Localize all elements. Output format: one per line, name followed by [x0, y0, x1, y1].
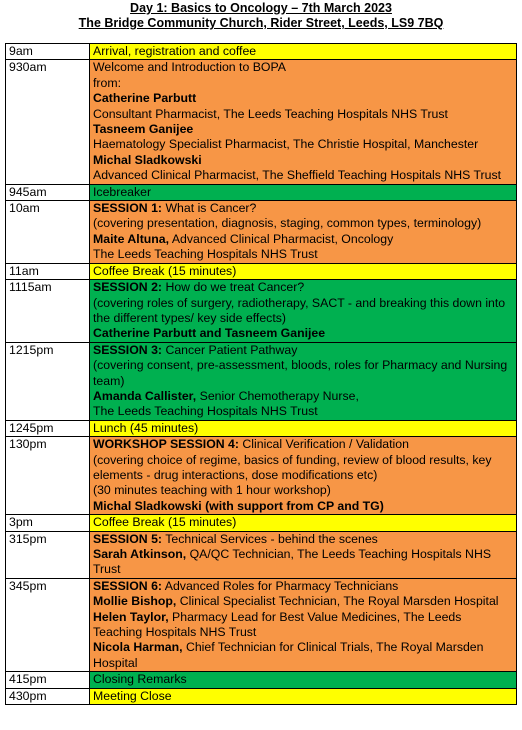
agenda-description — [90, 60, 517, 184]
agenda-line — [93, 594, 513, 609]
agenda-line-text: QA/QC Technician, The Leeds Teaching Hospitals NHS Trust — [93, 547, 492, 577]
agenda-row — [6, 672, 517, 688]
page-header — [0, 0, 522, 31]
agenda-description — [90, 515, 517, 531]
agenda-row — [6, 263, 517, 279]
speaker-or-session-label: Helen Taylor, — [93, 609, 169, 624]
agenda-row — [6, 280, 517, 343]
speaker-or-session-label: Michal Sladkowski — [93, 152, 202, 167]
agenda-description — [90, 342, 517, 420]
agenda-description — [90, 578, 517, 671]
agenda-line — [93, 547, 513, 578]
agenda-description — [90, 280, 517, 343]
agenda-line-text: Senior Chemotherapy Nurse, — [196, 388, 359, 403]
agenda-time: 315pm — [6, 531, 90, 578]
agenda-line-text: Closing Remarks — [93, 672, 187, 687]
agenda-row — [6, 44, 517, 60]
speaker-or-session-label: Michal Sladkowski (with support from CP and TG) — [93, 498, 384, 513]
agenda-time: 1245pm — [6, 420, 90, 436]
agenda-line-text: How do we treat Cancer? — [162, 280, 305, 295]
agenda-line — [93, 610, 513, 641]
agenda-line-text: Welcome and Introduction to BOPA — [93, 60, 286, 75]
agenda-line-text: Lunch (45 minutes) — [93, 420, 199, 435]
agenda-line-text: (covering choice of regime, basics of funding, review of blood results, key elements - drug interactions, dose modifications etc) — [93, 452, 492, 482]
agenda-line — [93, 232, 513, 247]
speaker-or-session-label: Sarah Atkinson, — [93, 547, 187, 561]
agenda-line-text: (30 minutes teaching with 1 hour workshop) — [93, 483, 331, 498]
agenda-line-text: Pharmacy Lead for Best Value Medicines, The Leeds Teaching Hospitals NHS Trust — [93, 609, 462, 640]
agenda-line — [93, 122, 513, 137]
agenda-time: 430pm — [6, 688, 90, 704]
agenda-line-text: Technical Services - behind the scenes — [162, 531, 378, 546]
agenda-line-text: Advanced Clinical Pharmacist, The Sheffield Teaching Hospitals NHS Trust — [93, 168, 502, 183]
agenda-time: 945am — [6, 184, 90, 200]
agenda-line — [93, 44, 513, 59]
agenda-time: 930am — [6, 60, 90, 184]
agenda-row — [6, 60, 517, 184]
agenda-line — [93, 326, 513, 341]
agenda-line-text: Coffee Break (15 minutes) — [93, 263, 237, 278]
agenda-row — [6, 201, 517, 264]
agenda-time: 130pm — [6, 437, 90, 515]
agenda-description — [90, 420, 517, 436]
speaker-or-session-label: SESSION 3: — [93, 342, 163, 357]
agenda-line — [93, 499, 513, 514]
agenda-time: 10am — [6, 201, 90, 264]
agenda-line — [93, 515, 513, 530]
speaker-or-session-label: SESSION 5: — [93, 531, 163, 546]
agenda-line-text: Haematology Specialist Pharmacist, The Christie Hospital, Manchester — [93, 137, 479, 152]
agenda-line-text: Arrival, registration and coffee — [93, 44, 257, 58]
agenda-line — [93, 579, 513, 594]
agenda-time: 415pm — [6, 672, 90, 688]
agenda-time: 9am — [6, 44, 90, 60]
agenda-line — [93, 296, 513, 327]
agenda-line-text: Icebreaker — [93, 184, 152, 199]
agenda-line — [93, 483, 513, 498]
agenda-line — [93, 264, 513, 279]
agenda-line — [93, 389, 513, 404]
agenda-line — [93, 216, 513, 231]
agenda-description — [90, 263, 517, 279]
agenda-row — [6, 688, 517, 704]
agenda-line-text: Cancer Patient Pathway — [162, 342, 298, 357]
agenda-line — [93, 91, 513, 106]
agenda-line-text: The Leeds Teaching Hospitals NHS Trust — [93, 404, 318, 419]
agenda-row — [6, 184, 517, 200]
agenda-line — [93, 137, 513, 152]
agenda-line — [93, 404, 513, 419]
agenda-description — [90, 531, 517, 578]
agenda-line-text: (covering consent, pre-assessment, bloods, roles for Pharmacy and Nursing team) — [93, 358, 508, 388]
agenda-line-text: Clinical Specialist Technician, The Royal Marsden Hospital — [176, 594, 499, 609]
agenda-row — [6, 420, 517, 436]
venue-line: The Bridge Community Church, Rider Street, Leeds, LS9 7BQ — [78, 16, 444, 30]
speaker-or-session-label: Nicola Harman, — [93, 640, 183, 655]
agenda-line-text: Consultant Pharmacist, The Leeds Teaching Hospitals NHS Trust — [93, 106, 448, 121]
agenda-line-text: Advanced Roles for Pharmacy Technicians — [162, 578, 399, 593]
agenda-line — [93, 107, 513, 122]
agenda-line — [93, 153, 513, 168]
agenda-line-text: Chief Technician for Clinical Trials, The Royal Marsden Hospital — [93, 640, 484, 670]
speaker-or-session-label: Catherine Parbutt and Tasneem Ganijee — [93, 326, 326, 341]
agenda-description — [90, 437, 517, 515]
agenda-line — [93, 532, 513, 547]
agenda-line — [93, 185, 513, 200]
page-title: Day 1: Basics to Oncology – 7th March 2023 — [130, 1, 392, 15]
agenda-line — [93, 689, 513, 704]
agenda-line — [93, 672, 513, 687]
agenda-line — [93, 421, 513, 436]
agenda-row — [6, 437, 517, 515]
agenda-body — [6, 44, 517, 705]
agenda-description — [90, 44, 517, 60]
agenda-time: 1215pm — [6, 342, 90, 420]
agenda-line-text: The Leeds Teaching Hospitals NHS Trust — [93, 247, 318, 262]
agenda-description — [90, 184, 517, 200]
agenda-row — [6, 515, 517, 531]
agenda-line — [93, 201, 513, 216]
speaker-or-session-label: Tasneem Ganijee — [93, 122, 194, 137]
agenda-line-text: (covering roles of surgery, radiotherapy, SACT - and breaking this down into the different types/ key side effects) — [93, 295, 506, 325]
agenda-line — [93, 76, 513, 91]
agenda-time: 11am — [6, 263, 90, 279]
agenda-line-text: What is Cancer? — [162, 201, 257, 216]
agenda-row — [6, 342, 517, 420]
agenda-time: 3pm — [6, 515, 90, 531]
speaker-or-session-label: WORKSHOP SESSION 4: — [93, 437, 239, 452]
agenda-line-text: Clinical Verification / Validation — [239, 437, 409, 452]
agenda-line-text: from: — [93, 75, 122, 90]
agenda-table — [5, 43, 517, 705]
speaker-or-session-label: SESSION 2: — [93, 280, 163, 295]
agenda-row — [6, 578, 517, 671]
agenda-time: 345pm — [6, 578, 90, 671]
speaker-or-session-label: Maite Altuna, — [93, 231, 170, 246]
agenda-description — [90, 688, 517, 704]
agenda-line-text: Meeting Close — [93, 688, 172, 703]
agenda-line — [93, 453, 513, 484]
agenda-description — [90, 672, 517, 688]
speaker-or-session-label: Catherine Parbutt — [93, 91, 197, 106]
agenda-line — [93, 358, 513, 389]
speaker-or-session-label: SESSION 1: — [93, 201, 163, 216]
agenda-description — [90, 201, 517, 264]
agenda-line — [93, 168, 513, 183]
agenda-line — [93, 640, 513, 671]
agenda-line-text: Advanced Clinical Pharmacist, Oncology — [169, 231, 394, 246]
speaker-or-session-label: Mollie Bishop, — [93, 594, 177, 609]
agenda-line-text: (covering presentation, diagnosis, staging, common types, terminology) — [93, 216, 482, 231]
agenda-row — [6, 531, 517, 578]
speaker-or-session-label: SESSION 6: — [93, 578, 163, 593]
agenda-line — [93, 247, 513, 262]
agenda-line — [93, 280, 513, 295]
agenda-line — [93, 60, 513, 75]
agenda-time: 1115am — [6, 280, 90, 343]
agenda-line-text: Coffee Break (15 minutes) — [93, 515, 237, 530]
agenda-line — [93, 437, 513, 452]
speaker-or-session-label: Amanda Callister, — [93, 388, 197, 403]
agenda-line — [93, 343, 513, 358]
